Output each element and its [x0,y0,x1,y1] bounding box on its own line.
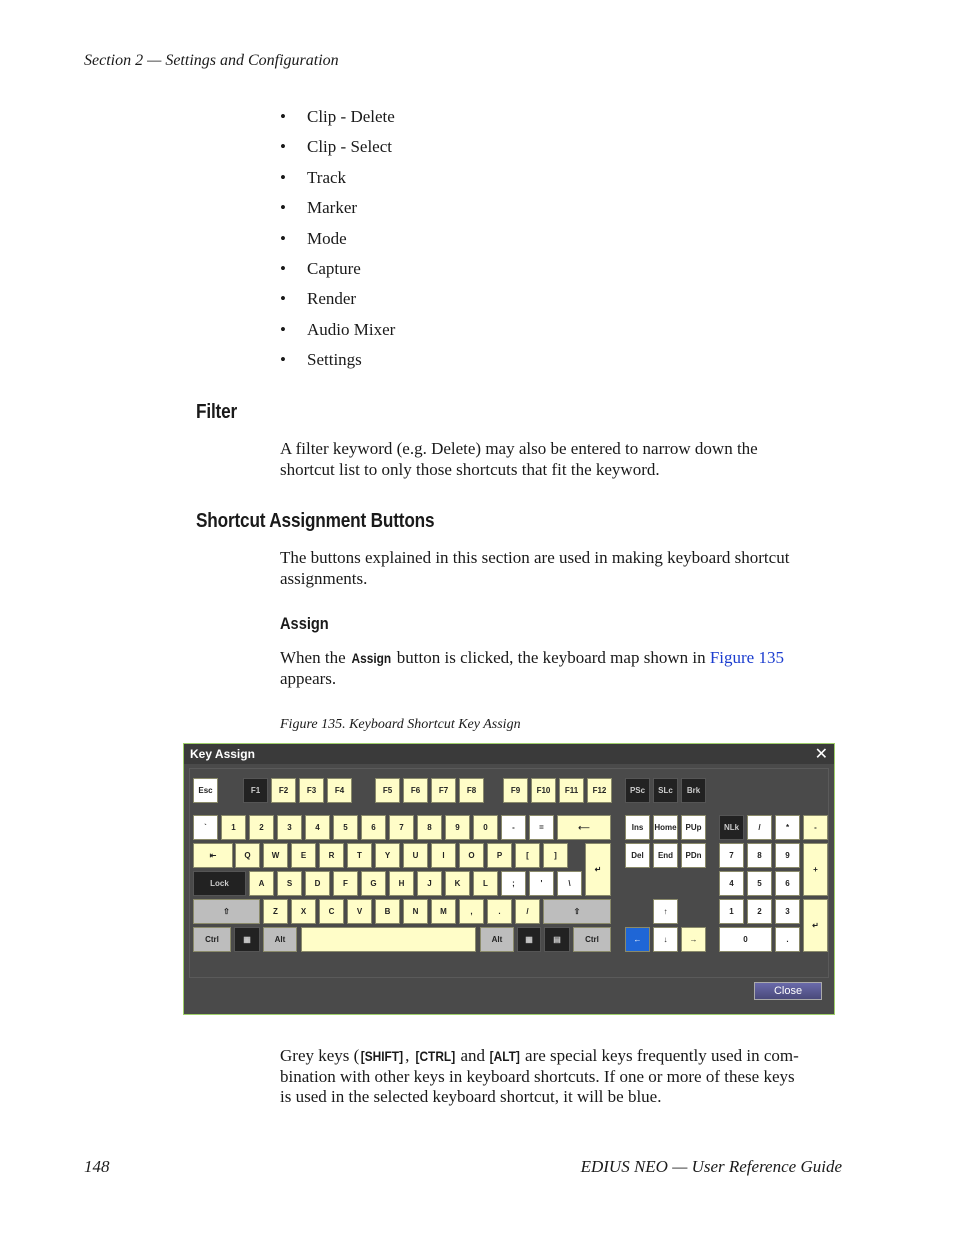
key-nav[interactable]: Ins [625,815,650,840]
key-fn[interactable]: F6 [403,778,428,803]
key-q[interactable]: E [291,843,316,868]
key-a[interactable]: J [417,871,442,896]
key-q[interactable]: O [459,843,484,868]
key-num[interactable]: 0 [473,815,498,840]
key-numpad[interactable]: 4 [719,871,744,896]
close-icon[interactable]: ✕ [814,744,828,763]
keyboard-map [189,768,829,978]
key-nav[interactable]: PDn [681,843,706,868]
key-fn[interactable]: F10 [531,778,556,803]
key-z[interactable]: Z [263,899,288,924]
caps-lock-key[interactable]: Lock [193,871,246,896]
key-num[interactable]: = [529,815,554,840]
list-item: • Render [280,289,357,309]
key-numpad[interactable]: 9 [775,843,800,868]
key-z[interactable]: V [347,899,372,924]
alt-left-key[interactable]: Alt [263,927,297,952]
key-q[interactable]: P [487,843,512,868]
key-a[interactable]: D [305,871,330,896]
key-fn[interactable]: F7 [431,778,456,803]
arrow-down-key[interactable]: ↓ [653,927,678,952]
key-q[interactable]: W [263,843,288,868]
key-assign-window [183,743,835,1015]
key-a[interactable]: L [473,871,498,896]
key-a[interactable]: A [249,871,274,896]
shortcut-paragraph: The buttons explained in this section are used in making keyboard shortcut assignments. [280,548,790,588]
space-key[interactable] [301,927,476,952]
key-nav[interactable]: PUp [681,815,706,840]
key-q[interactable]: ] [543,843,568,868]
key-numpad[interactable]: . [775,927,800,952]
running-header: Section 2 — Settings and Configuration [84,52,339,69]
numpad-enter-key[interactable]: ↵ [803,899,828,952]
key-fn[interactable]: F11 [559,778,584,803]
shift-right-key[interactable]: ⇧ [543,899,611,924]
key-num[interactable]: 7 [389,815,414,840]
shift-keyword: [SHIFT] [361,1048,404,1064]
key-z[interactable]: N [403,899,428,924]
key-q[interactable]: Y [375,843,400,868]
alt-right-key[interactable]: Alt [480,927,514,952]
key-q[interactable]: R [319,843,344,868]
list-item: • Mode [280,228,347,248]
key-fn[interactable]: F12 [587,778,612,803]
key-num[interactable]: 8 [417,815,442,840]
figure-caption: Figure 135. Keyboard Shortcut Key Assign [280,717,521,732]
key-z[interactable]: C [319,899,344,924]
key-num[interactable]: 9 [445,815,470,840]
list-item: • Marker [280,198,358,218]
key-fn[interactable]: F3 [299,778,324,803]
ctrl-left-key[interactable]: Ctrl [193,927,231,952]
key-fn[interactable]: F8 [459,778,484,803]
key-a[interactable]: F [333,871,358,896]
list-item: • Clip - Delete [280,107,395,126]
key-a[interactable]: G [361,871,386,896]
key-numpad[interactable]: + [803,843,828,896]
key-fn[interactable]: F5 [375,778,400,803]
window-titlebar [184,744,834,764]
key-nav[interactable]: Home [653,815,678,840]
key-z[interactable]: , [459,899,484,924]
filter-paragraph: A filter keyword (e.g. Delete) may also be entered to narrow down the shortcut list to only those shortcuts that fit the keyword. [280,439,758,479]
windows-key[interactable]: ▦ [234,927,260,952]
key-z[interactable]: M [431,899,456,924]
list-item: • Track [280,167,347,187]
key-fn[interactable]: PSc [625,778,650,803]
menu-key[interactable]: ▤ [544,927,570,952]
key-numpad[interactable]: 1 [719,899,744,924]
list-item: • Clip - Select [280,137,392,157]
window-title: Key Assign [190,747,255,761]
backspace-key[interactable]: ⟵ [557,815,611,840]
footer-title: EDIUS NEO — User Reference Guide [580,1157,842,1176]
key-num[interactable]: 4 [305,815,330,840]
section-list [280,106,395,380]
key-a[interactable]: ' [529,871,554,896]
list-item: • Audio Mixer [280,319,396,339]
key-z[interactable]: . [487,899,512,924]
key-a[interactable]: K [445,871,470,896]
key-z[interactable]: B [375,899,400,924]
key-q[interactable]: T [347,843,372,868]
key-numpad[interactable]: * [775,815,800,840]
key-numpad[interactable]: / [747,815,772,840]
key-numpad[interactable]: 5 [747,871,772,896]
key-nav[interactable]: Del [625,843,650,868]
key-q[interactable]: U [403,843,428,868]
key-numpad[interactable]: - [803,815,828,840]
key-numpad[interactable]: 8 [747,843,772,868]
key-a[interactable]: H [389,871,414,896]
key-fn[interactable]: F1 [243,778,268,803]
assign-paragraph: When the Assign button is clicked, the keyboard map shown in Figure 135 appears. [280,648,784,688]
key-z[interactable]: / [515,899,540,924]
key-q[interactable]: Q [235,843,260,868]
key-numpad[interactable]: 3 [775,899,800,924]
key-a[interactable]: \ [557,871,582,896]
assign-heading: Assign [280,614,329,633]
close-button[interactable]: Close [754,982,822,1000]
key-num[interactable]: 6 [361,815,386,840]
key-numpad[interactable]: 2 [747,899,772,924]
key-numpad[interactable]: 6 [775,871,800,896]
key-num[interactable]: ` [193,815,218,840]
ctrl-right-key[interactable]: Ctrl [573,927,611,952]
key-fn[interactable]: F2 [271,778,296,803]
key-num[interactable]: 3 [277,815,302,840]
enter-key[interactable]: ↵ [585,843,611,896]
key-a[interactable]: S [277,871,302,896]
key-fn[interactable]: Esc [193,778,218,803]
ctrl-keyword: [CTRL] [415,1048,455,1064]
page-number: 148 [84,1157,110,1176]
alt-keyword: [ALT] [489,1048,521,1064]
key-num[interactable]: - [501,815,526,840]
shortcut-heading: Shortcut Assignment Buttons [196,510,435,532]
grey-keys-paragraph: Grey keys ( [SHIFT] , [CTRL] and [ALT] are special keys frequently used in com- bination with other keys in keyboard shortcuts. If one or more of these keys is used in the selected keyboard shortcut, it will be blue. [280,1046,799,1106]
key-num[interactable]: 5 [333,815,358,840]
key-fn[interactable]: SLc [653,778,678,803]
key-num[interactable]: 2 [249,815,274,840]
key-numpad[interactable]: NLk [719,815,744,840]
key-fn[interactable]: F9 [503,778,528,803]
tab-key[interactable]: ⇤ [193,843,233,868]
key-a[interactable]: ; [501,871,526,896]
shift-left-key[interactable]: ⇧ [193,899,260,924]
windows-right-key[interactable]: ▦ [517,927,541,952]
key-q[interactable]: [ [515,843,540,868]
key-fn[interactable]: F4 [327,778,352,803]
key-q[interactable]: I [431,843,456,868]
key-numpad[interactable]: 0 [719,927,772,952]
arrow-left-key[interactable]: ← [625,927,650,952]
key-num[interactable]: 1 [221,815,246,840]
figure-link[interactable]: Figure 135 [709,648,784,667]
key-numpad[interactable]: 7 [719,843,744,868]
key-fn[interactable]: Brk [681,778,706,803]
assign-keyword: Assign [351,650,392,666]
list-item: • Settings [280,350,362,370]
arrow-up-key[interactable]: ↑ [653,899,678,924]
key-z[interactable]: X [291,899,316,924]
filter-heading: Filter [196,401,238,423]
arrow-right-key[interactable]: → [681,927,706,952]
list-item: • Capture [280,258,361,278]
key-nav[interactable]: End [653,843,678,868]
